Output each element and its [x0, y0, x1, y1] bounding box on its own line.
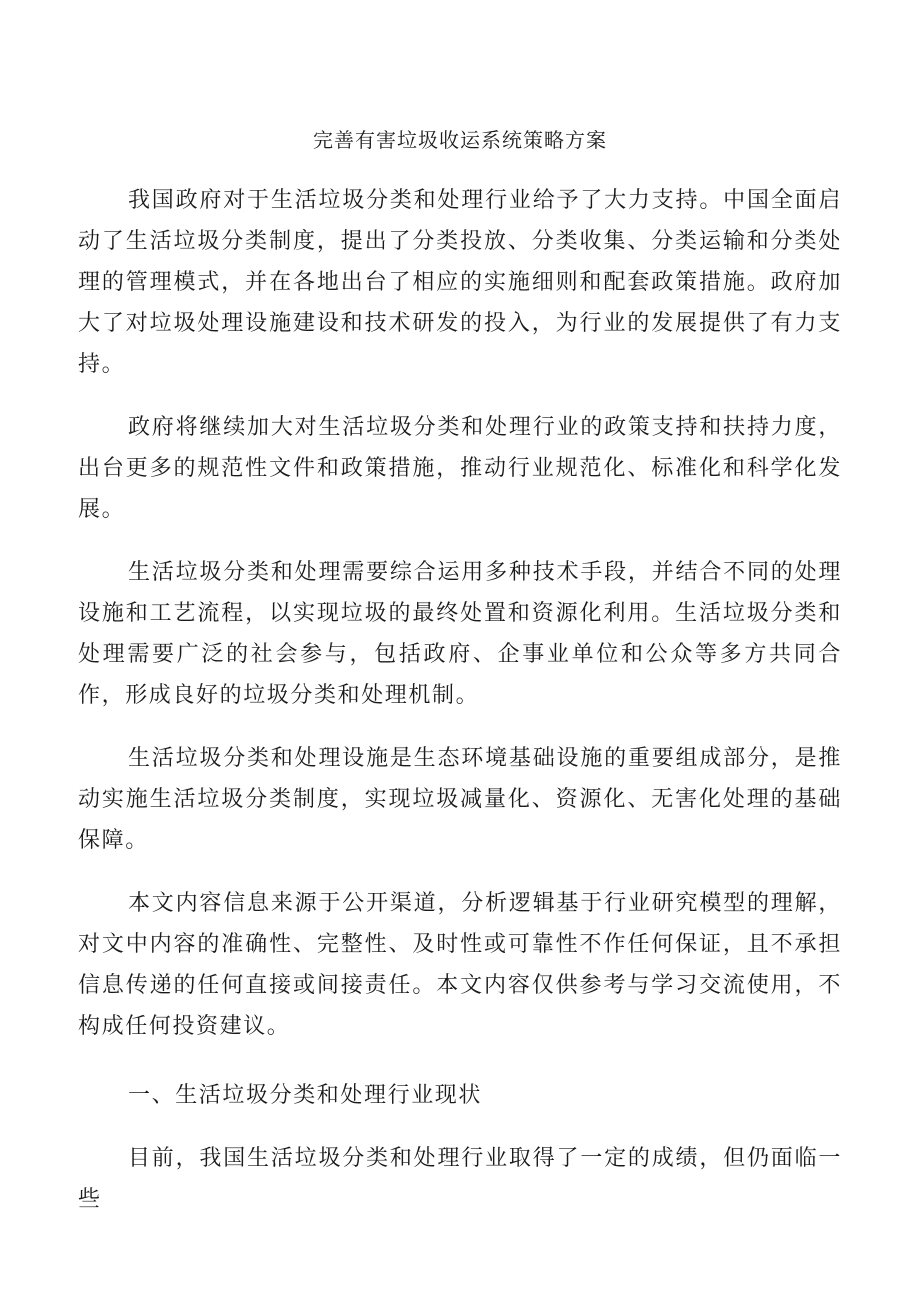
section-heading: 一、生活垃圾分类和处理行业现状 [128, 1083, 483, 1108]
paragraph-3: 生活垃圾分类和处理需要综合运用多种技术手段，并结合不同的处理设施和工艺流程，以实现垃圾的最终处置和资源化利用。生活垃圾分类和处理需要广泛的社会参与，包括政府、企事业单位和公众等多方共同合作，形成良好的垃圾分类和处理机制。 [78, 560, 842, 708]
paragraph-4: 生活垃圾分类和处理设施是生态环境基础设施的重要组成部分，是推动实施生活垃圾分类制度，实现垃圾减量化、资源化、无害化处理的基础保障。 [78, 746, 842, 853]
paragraph-2: 政府将继续加大对生活垃圾分类和处理行业的政策支持和扶持力度，出台更多的规范性文件和政策措施，推动行业规范化、标准化和科学化发展。 [78, 415, 842, 522]
document-title: 完善有害垃圾收运系统策略方案 [313, 128, 607, 152]
section-paragraph: 目前，我国生活垃圾分类和处理行业取得了一定的成绩，但仍面临一些 [78, 1146, 842, 1212]
document-body [78, 180, 842, 1242]
paragraph-5: 本文内容信息来源于公开渠道，分析逻辑基于行业研究模型的理解，对文中内容的准确性、完整性、及时性或可靠性不作任何保证，且不承担信息传递的任何直接或间接责任。本文内容仅供参考与学习交流使用，不构成任何投资建议。 [78, 891, 842, 1039]
paragraph-1: 我国政府对于生活垃圾分类和处理行业给予了大力支持。中国全面启动了生活垃圾分类制度，提出了分类投放、分类收集、分类运输和分类处理的管理模式，并在各地出台了相应的实施细则和配套政策措施。政府加大了对垃圾处理设施建设和技术研发的投入，为行业的发展提供了有力支持。 [78, 188, 842, 377]
